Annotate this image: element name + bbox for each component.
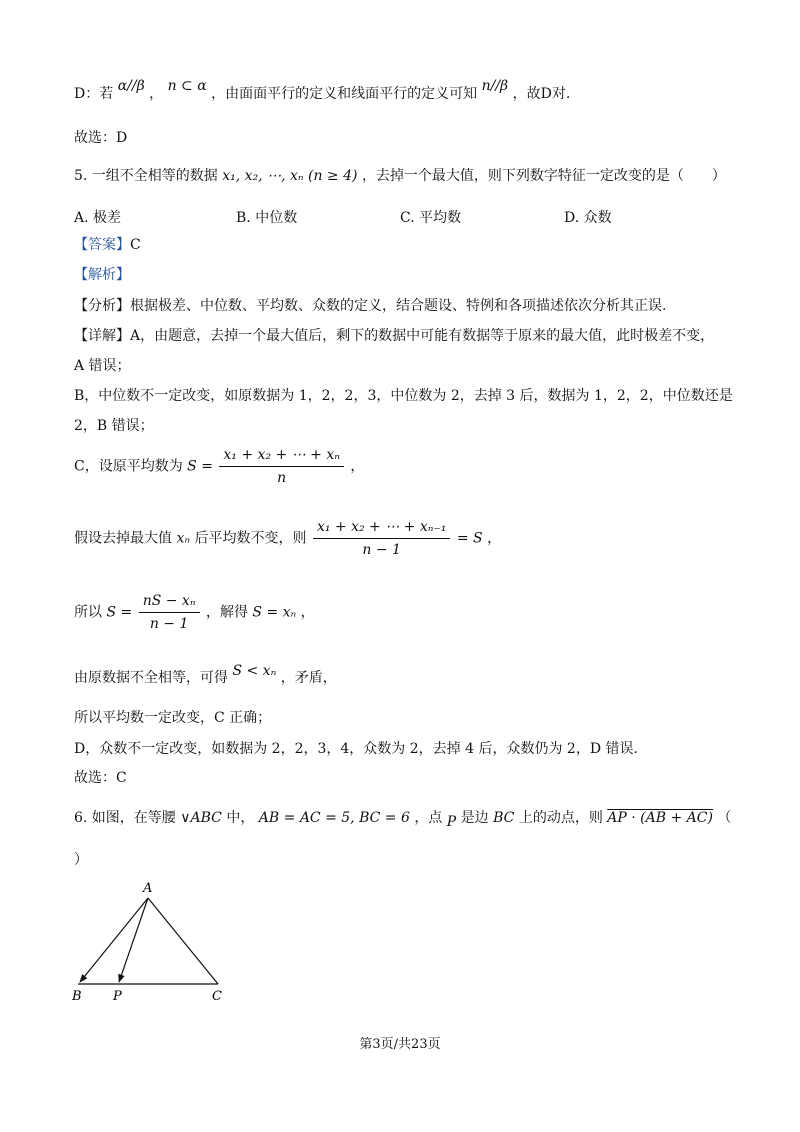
q6-stem-line2: ） <box>74 852 88 868</box>
vector-expression: AP · (AB + AC) <box>607 810 713 826</box>
q5-answer: 故选：C <box>74 770 127 786</box>
label-c: C <box>212 989 222 1004</box>
fraction-mean: $\frac{\text{x₁ + x₂ + ⋯ + xₙ}}{n}$ <box>219 444 343 489</box>
q5-detail-b1: B，中位数不一定改变，如原数据为 1，2，2，3，中位数为 2，去掉 3 后，数据为 1，2，2，中位数还是 <box>74 388 733 404</box>
q6-stem: 6. 如图，在等腰 ∨ABC 中， AB = AC = 5, BC = 6 ，点 P 是边 BC 上的动点，则 AP · (AB + AC) （ <box>74 810 732 830</box>
segment-ac <box>148 898 218 984</box>
q4-option-d: D：若 α//β ， n ⊂ α ，由面面平行的定义和线面平行的定义可知 n//β ，故D对. <box>74 78 571 102</box>
q5-fenxi: 【分析】根据极差、中位数、平均数、众数的定义，结合题设、特例和各项描述依次分析其正误. <box>74 298 667 314</box>
q5-detail-a1: 【详解】A，由题意，去掉一个最大值后，剩下的数据中可能有数据等于原来的最大值，此时极差不变， <box>74 328 715 344</box>
analysis-label: 【解析】 <box>74 267 130 283</box>
vector-ab <box>80 898 148 982</box>
q5-answer-line: 【答案】C <box>74 237 141 253</box>
q5-detail-c5: 所以平均数一定改变，C 正确； <box>74 710 272 726</box>
answer-label: 【答案】 <box>74 237 130 253</box>
q4-answer: 故选：D <box>74 130 128 146</box>
fraction-mean-without-max: $\frac{\text{x₁ + x₂ + ⋯ + xₙ₋₁}}{n - 1}$ <box>313 516 450 561</box>
vector-ap <box>119 898 148 982</box>
label-p: P <box>113 989 122 1004</box>
q5-option-c: C. 平均数 <box>400 210 462 226</box>
label-a: A <box>143 881 153 896</box>
triangle-figure <box>66 878 266 1008</box>
q5-stem-math: x₁, x₂, ⋯, xₙ (n ≥ 4) <box>222 168 358 184</box>
math-n-parallel-beta: n//β <box>481 78 509 94</box>
label-b: B <box>72 989 82 1004</box>
q5-stem: 5. 一组不全相等的数据 x₁, x₂, ⋯, xₙ (n ≥ 4) ，去掉一个最大值，则下列数字特征一定改变的是（ ） <box>74 168 726 184</box>
q5-option-d: D. 众数 <box>564 210 612 226</box>
q5-detail-c2: 假设去掉最大值 xₙ 后平均数不变，则 $\frac{\text{x₁ + x₂ + ⋯ + xₙ₋₁}}{n - 1}$ = S ， <box>74 516 501 561</box>
fraction-solve: $\frac{\text{nS − xₙ}}{n - 1}$ <box>139 590 200 635</box>
math-alpha-parallel-beta: α//β <box>117 78 145 94</box>
q5-detail-a2: A 错误； <box>74 358 131 374</box>
q5-detail-c4: 由原数据不全相等，可得 S < xₙ ，矛盾， <box>74 663 337 686</box>
q5-option-a: A. 极差 <box>74 210 122 226</box>
q5-detail-c1: C，设原平均数为 S = $\frac{\text{x₁ + x₂ + ⋯ + xₙ}}{n}$ ， <box>74 444 364 489</box>
math-n-subset-alpha: n ⊂ α <box>167 78 207 94</box>
q5-option-b: B. 中位数 <box>236 210 298 226</box>
q5-detail-c3: 所以 S = $\frac{\text{nS − xₙ}}{n - 1}$ ，解得 S = xₙ ， <box>74 590 315 635</box>
q5-detail-d1: D，众数不一定改变，如数据为 2，2，3，4，众数为 2，去掉 4 后，众数仍为 2，D 错误. <box>74 741 638 757</box>
page-footer: 第3页/共23页 <box>359 1037 441 1052</box>
q5-detail-b2: 2，B 错误； <box>74 418 154 434</box>
